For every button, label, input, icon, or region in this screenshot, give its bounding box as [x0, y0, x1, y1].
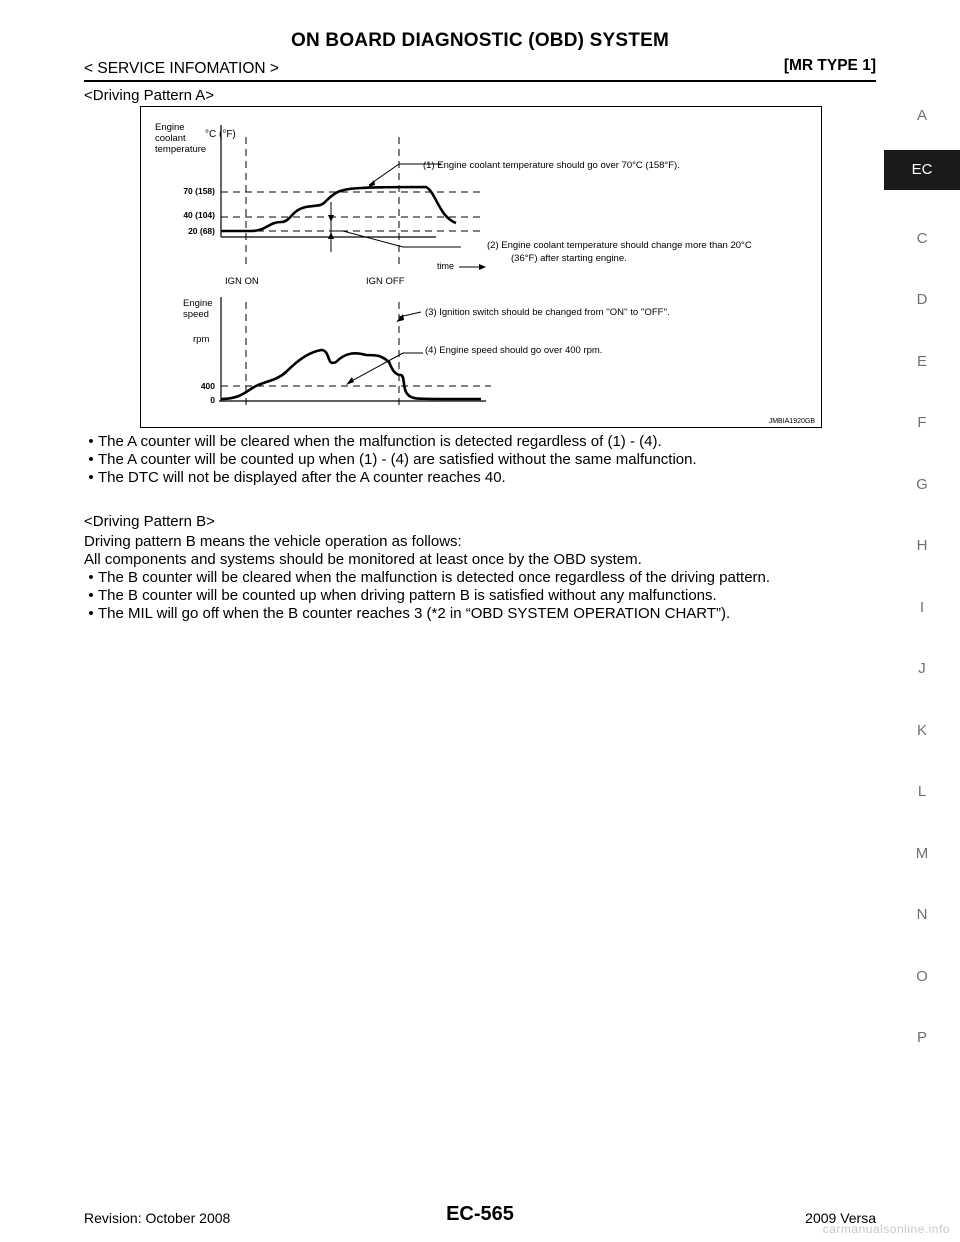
tab-l[interactable]: L — [917, 783, 927, 800]
tick-temp-20: 20 (68) — [188, 226, 215, 236]
label-engine-coolant-2: coolant — [155, 133, 186, 144]
pattern-b-paragraph-2: All components and systems should be monitored at least once by the OBD system. — [84, 551, 642, 568]
tab-n[interactable]: N — [916, 906, 928, 923]
pattern-a-bullet-3: • The DTC will not be displayed after the A counter reaches 40. — [88, 469, 506, 486]
pattern-a-heading: <Driving Pattern A> — [84, 87, 215, 104]
pattern-b-bullet-2: • The B counter will be counted up when driving pattern B is satisfied without any malfunctions. — [88, 587, 717, 604]
tab-j[interactable]: J — [918, 660, 926, 677]
tab-e[interactable]: E — [916, 353, 927, 370]
label-engine-coolant-1: Engine — [155, 122, 185, 133]
footer-vehicle: 2009 Versa — [805, 1210, 876, 1226]
pattern-b-paragraph-1: Driving pattern B means the vehicle operation as follows: — [84, 533, 462, 550]
label-ign-off: IGN OFF — [366, 276, 405, 287]
tick-temp-40: 40 (104) — [183, 210, 215, 220]
watermark: carmanualsonline.info — [822, 1222, 950, 1236]
figure-code: JMBIA1920GB — [768, 418, 815, 425]
callout-1: (1) Engine coolant temperature should go over 70°C (158°F). — [423, 160, 680, 171]
label-engine-speed-2: speed — [183, 309, 209, 320]
tick-speed-400: 400 — [200, 381, 215, 391]
tab-ec[interactable]: EC — [884, 150, 960, 190]
tab-h[interactable]: H — [916, 537, 928, 554]
tab-a[interactable]: A — [916, 107, 927, 124]
label-ign-on: IGN ON — [225, 276, 259, 287]
diagram-svg — [141, 107, 821, 427]
callout-4: (4) Engine speed should go over 400 rpm. — [425, 345, 603, 356]
pattern-b-bullet-1: • The B counter will be cleared when the malfunction is detected once regardless of the driving pattern. — [88, 569, 771, 586]
pattern-b-heading: <Driving Pattern B> — [84, 513, 215, 530]
tab-f[interactable]: F — [917, 414, 927, 431]
driving-pattern-a-diagram — [140, 106, 822, 428]
label-engine-coolant-3: temperature — [155, 144, 207, 155]
tab-d[interactable]: D — [916, 291, 928, 308]
pattern-a-bullet-1: • The A counter will be cleared when the malfunction is detected regardless of (1) - (4). — [88, 433, 662, 450]
tab-k[interactable]: K — [916, 722, 927, 739]
tab-o[interactable]: O — [916, 968, 928, 985]
model-label: [MR TYPE 1] — [783, 57, 876, 74]
tick-temp-70: 70 (158) — [183, 186, 215, 196]
tab-p[interactable]: P — [916, 1029, 927, 1046]
label-temp-unit: °C (°F) — [205, 129, 236, 140]
pattern-a-bullet-2: • The A counter will be counted up when (1) - (4) are satisfied without the same malfunction. — [88, 451, 697, 468]
label-time: time — [437, 261, 455, 271]
tab-i[interactable]: I — [919, 599, 925, 616]
label-speed-unit: rpm — [193, 334, 210, 345]
callout-3: (3) Ignition switch should be changed from ''ON'' to ''OFF''. — [425, 307, 670, 318]
callout-2-line1: (2) Engine coolant temperature should change more than 20°C — [487, 240, 752, 251]
tab-g[interactable]: G — [916, 476, 928, 493]
tick-speed-0: 0 — [210, 395, 215, 405]
tab-c[interactable]: C — [916, 230, 928, 247]
callout-2-line2: (36°F) after starting engine. — [511, 253, 627, 264]
section-label: < SERVICE INFOMATION > — [84, 60, 279, 77]
page-number: EC-565 — [446, 1203, 514, 1225]
label-engine-speed-1: Engine — [183, 298, 213, 309]
header-rule — [84, 80, 876, 82]
pattern-b-bullet-3: • The MIL will go off when the B counter reaches 3 (*2 in “OBD SYSTEM OPERATION CHART”). — [88, 605, 731, 622]
tab-m[interactable]: M — [915, 845, 929, 862]
footer-revision: Revision: October 2008 — [84, 1210, 231, 1226]
page-title: ON BOARD DIAGNOSTIC (OBD) SYSTEM — [291, 30, 669, 51]
